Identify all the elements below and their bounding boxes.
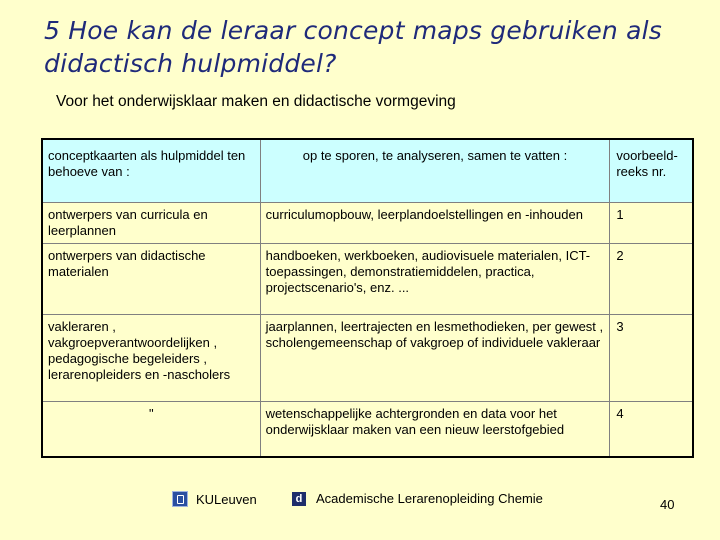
table-header-row [43,140,692,202]
page-number: 40 [660,497,675,512]
cell-target-group-ditto: " [43,401,260,456]
header-purpose: op te sporen, te analyseren, samen te vatten : [260,140,610,202]
cell-series-number: 1 [609,202,692,243]
slide-title: 5 Hoe kan de leraar concept maps gebruiken als didactisch hulpmiddel? [44,16,663,78]
cell-purpose: wetenschappelijke achtergronden en data voor het onderwijsklaar maken van een nieuw leerstofgebied [260,401,610,456]
footer-kuleuven [172,491,257,507]
cell-target-group: ontwerpers van curricula en leerplannen [43,202,260,243]
table-row [43,243,692,314]
cell-purpose: curriculumopbouw, leerplandoelstellingen en -inhouden [260,202,610,243]
slide-subtitle: Voor het onderwijsklaar maken en didactische vormgeving [56,93,456,110]
table-row [43,401,692,456]
table-row [43,314,692,401]
cell-series-number: 2 [609,243,692,314]
header-series-number: voorbeeld-reeks nr. [609,140,692,202]
cell-target-group: vakleraren , vakgroepverantwoordelijken , pedagogische begeleiders , lerarenopleiders en -nascholers [43,314,260,401]
header-target-group: conceptkaarten als hulpmiddel ten behoeve van : [43,140,260,202]
cell-purpose: handboeken, werkboeken, audiovisuele materialen, ICT-toepassingen, demonstratiemiddelen, practica, projectscenario's, enz. ... [260,243,610,314]
cell-series-number: 3 [609,314,692,401]
footer-alc [292,491,543,506]
cell-target-group: ontwerpers van didactische materialen [43,243,260,314]
table-row [43,202,692,243]
footer-alc-label: Academische Lerarenopleiding Chemie [316,491,543,506]
kuleuven-logo-icon [172,491,188,507]
alc-logo-icon: d [292,492,306,506]
cell-series-number: 4 [609,401,692,456]
footer-kuleuven-label: KULeuven [196,491,257,507]
cell-purpose: jaarplannen, leertrajecten en lesmethodieken, per gewest , scholengemeenschap of vakgroep of individuele vakleraar [260,314,610,401]
concept-map-usage-table [41,138,694,458]
